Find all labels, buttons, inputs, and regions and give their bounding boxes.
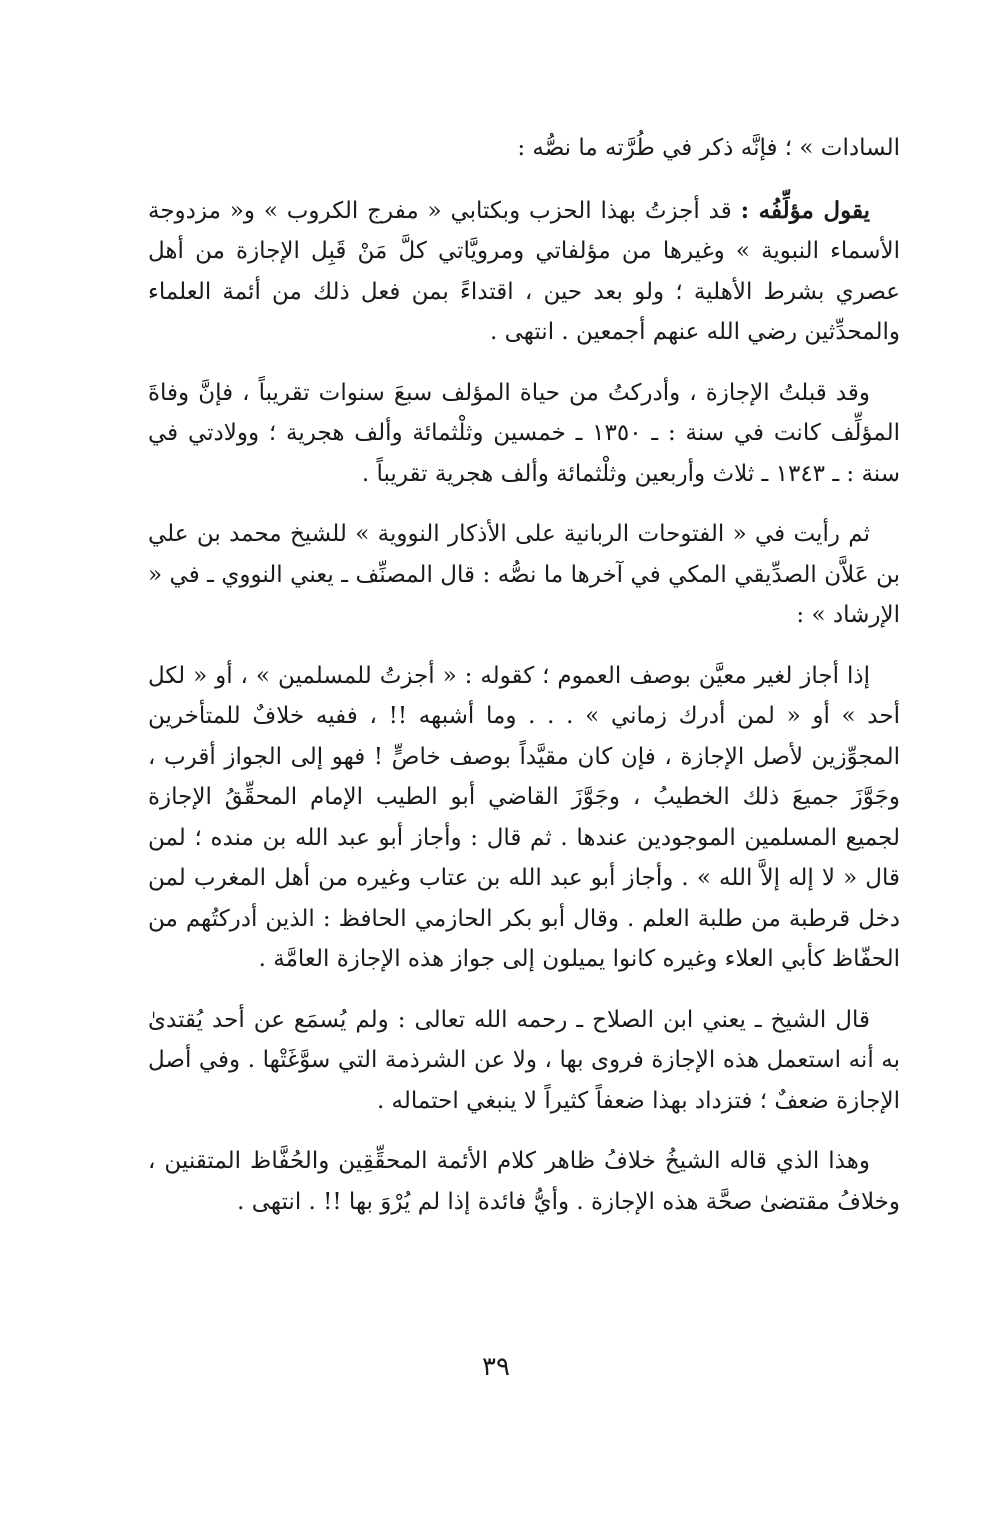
paragraph-text: ثم رأيت في « الفتوحات الربانية على الأذكار النووية » للشيخ محمد بن علي بن عَلاَّن الصدِّيقي المكي في آخرها ما نصُّه : قال المصنِّف ـ يعني النووي ـ في « الإرشاد » : — [148, 521, 900, 628]
body-text — [148, 128, 900, 1222]
paragraph-text: قال الشيخ ـ يعني ابن الصلاح ـ رحمه الله تعالى : ولم يُسمَع عن أحد يُقتدىٰ به أنه استعمل هذه الإجازة فروى بها ، ولا عن الشرذمة التي سوَّغَتْها . وفي أصل الإجازة ضعفٌ ؛ فتزداد بهذا ضعفاً كثيراً لا ينبغي احتماله . — [148, 1006, 900, 1114]
paragraph-ijaza-general — [148, 656, 900, 980]
paragraph-author-statement — [148, 191, 900, 353]
paragraph-futuhat — [148, 514, 900, 636]
paragraph-lead: يقول مؤلِّفُه : — [740, 196, 870, 224]
paragraph-ibn-salah — [148, 1000, 900, 1122]
paragraph-text: السادات » ؛ فإنَّه ذكر في طُرَّته ما نصُّه : — [517, 135, 900, 161]
paragraph-conclusion — [148, 1141, 900, 1222]
paragraph-text: قد أجزتُ بهذا الحزب وبكتابي « مفرج الكروب » و« مزدوجة الأسماء النبوية » وغيرها من مؤلفاتي ومرويَّاتي كلَّ مَنْ قَبِل الإجازة من أهل عصري بشرط الأهلية ؛ ولو بعد حين ، اقتداءً بمن فعل ذلك من أئمة العلماء والمحدِّثين رضي الله عنهم أجمعين . انتهى . — [148, 197, 900, 345]
paragraph-text: وقد قبلتُ الإجازة ، وأدركتُ من حياة المؤلف سبعَ سنوات تقريباً ، فإنَّ وفاةَ المؤلِّف كانت في سنة : ـ ١٣٥٠ ـ خمسين وثلْثمائة وألف هجرية ؛ وولادتي في سنة : ـ ١٣٤٣ ـ ثلاث وأربعين وثلْثمائة وألف هجرية تقريباً . — [148, 379, 900, 487]
page-number: ٣٩ — [482, 1352, 510, 1382]
paragraph-dates — [148, 373, 900, 495]
paragraph-text: وهذا الذي قاله الشيخُ خلافُ ظاهر كلام الأئمة المحقِّقِين والحُفَّاظ المتقنين ، وخلافُ مقتضىٰ صحَّة هذه الإجازة . وأيُّ فائدة إذا لم يُرْوَ بها !! . انتهى . — [148, 1148, 900, 1215]
paragraph-text: إذا أجاز لغير معيَّن بوصف العموم ؛ كقوله : « أجزتُ للمسلمين » ، أو « لكل أحد » أو « لمن أدرك زماني » . . . وما أشبهه !! ، ففيه خلافٌ للمتأخرين المجوِّزين لأصل الإجازة ، فإن كان مقيَّداً بوصف خاصٍّ ! فهو إلى الجواز أقرب ، وجَوَّزَ جميعَ ذلك الخطيبُ ، وجَوَّزَ القاضي أبو الطيب الإمام المحقِّقُ الإجازة لجميع المسلمين الموجودين عندها . ثم قال : وأجاز أبو عبد الله بن منده ؛ لمن قال « لا إله إلاَّ الله » . وأجاز أبو عبد الله بن عتاب وغيره من أهل المغرب لمن دخل قرطبة من طلبة العلم . وقال أبو بكر الحازمي الحافظ : الذين أدركتُهم من الحفّاظ كأبي العلاء وغيره كانوا يميلون إلى جواز هذه الإجازة العامَّة . — [148, 662, 900, 972]
paragraph-continuation — [148, 128, 900, 169]
